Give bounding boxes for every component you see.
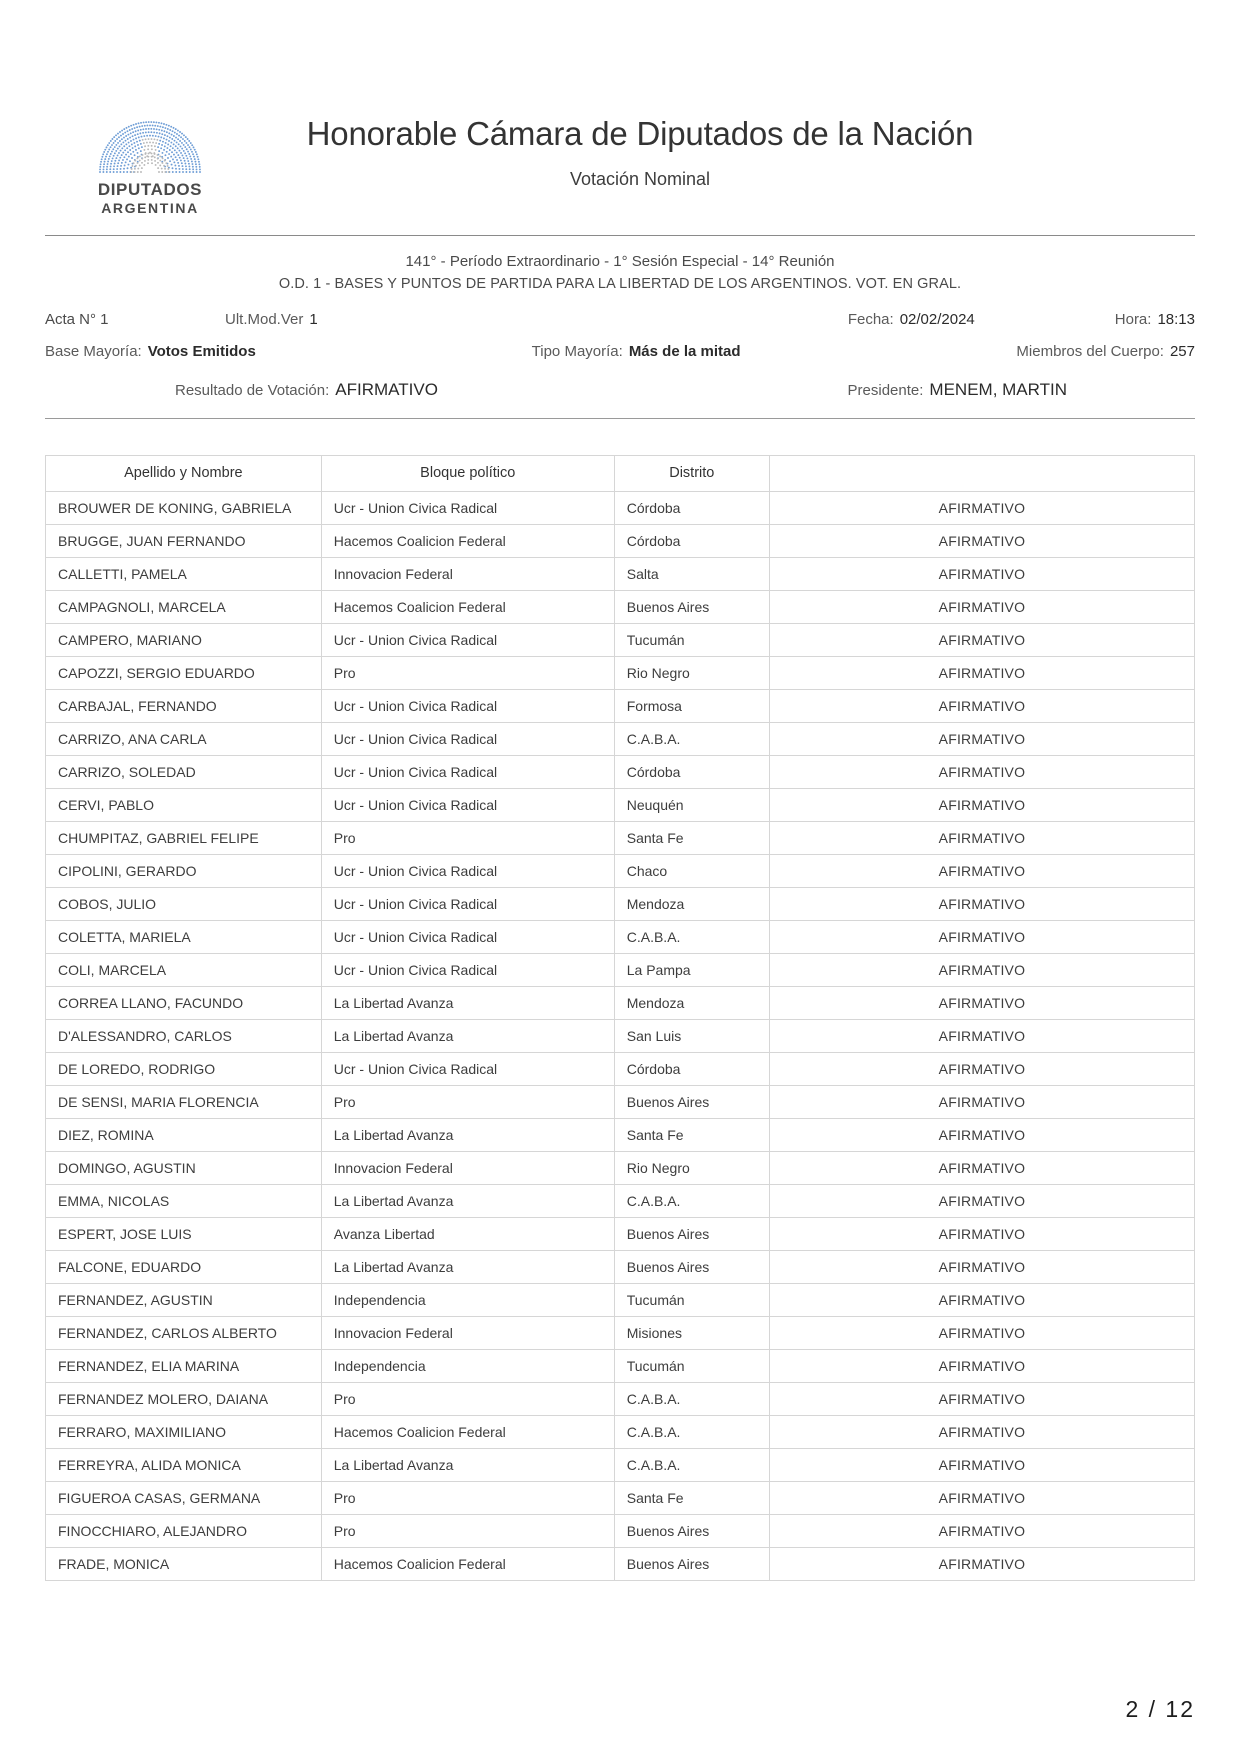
cell-name: FERNANDEZ, ELIA MARINA [46,1349,322,1382]
table-header-row [46,455,1195,491]
cell-voto: AFIRMATIVO [769,986,1194,1019]
fecha-field [848,311,1115,328]
cell-distrito: Chaco [614,854,769,887]
cell-bloque: Pro [321,1085,614,1118]
cell-name: FERNANDEZ MOLERO, DAIANA [46,1382,322,1415]
table-row [46,1184,1195,1217]
cell-voto: AFIRMATIVO [769,1349,1194,1382]
cell-voto: AFIRMATIVO [769,854,1194,887]
cell-voto: AFIRMATIVO [769,491,1194,524]
presidente-label: Presidente: [847,381,924,399]
miembros-label: Miembros del Cuerpo: [1016,342,1164,360]
cell-name: DE LOREDO, RODRIGO [46,1052,322,1085]
tipo-mayoria-label: Tipo Mayoría: [531,342,623,360]
column-header-distrito: Distrito [614,455,769,491]
cell-distrito: Córdoba [614,524,769,557]
cell-voto: AFIRMATIVO [769,1118,1194,1151]
meta-divider [45,418,1195,419]
ultmod-field [225,311,848,328]
resultado-label: Resultado de Votación: [175,381,330,399]
cell-distrito: Santa Fe [614,821,769,854]
cell-bloque: Ucr - Union Civica Radical [321,689,614,722]
table-row [46,821,1195,854]
meta-row-acta [45,311,1195,328]
table-row [46,1118,1195,1151]
fecha-value: 02/02/2024 [899,310,975,328]
diputados-logo [45,112,255,217]
cell-name: DOMINGO, AGUSTIN [46,1151,322,1184]
cell-voto: AFIRMATIVO [769,656,1194,689]
cell-distrito: C.A.B.A. [614,920,769,953]
cell-voto: AFIRMATIVO [769,557,1194,590]
cell-name: ESPERT, JOSE LUIS [46,1217,322,1250]
table-row [46,1052,1195,1085]
miembros-field [1016,343,1195,360]
cell-bloque: Independencia [321,1349,614,1382]
cell-bloque: Ucr - Union Civica Radical [321,755,614,788]
cell-distrito: Córdoba [614,491,769,524]
cell-bloque: Independencia [321,1283,614,1316]
cell-bloque: Pro [321,656,614,689]
table-row [46,524,1195,557]
cell-bloque: Ucr - Union Civica Radical [321,491,614,524]
table-row [46,656,1195,689]
cell-voto: AFIRMATIVO [769,1019,1194,1052]
cell-distrito: C.A.B.A. [614,1448,769,1481]
table-row [46,1349,1195,1382]
cell-distrito: C.A.B.A. [614,1184,769,1217]
cell-distrito: Neuquén [614,788,769,821]
cell-bloque: Hacemos Coalicion Federal [321,590,614,623]
cell-bloque: La Libertad Avanza [321,1019,614,1052]
cell-name: FALCONE, EDUARDO [46,1250,322,1283]
cell-voto: AFIRMATIVO [769,1382,1194,1415]
cell-voto: AFIRMATIVO [769,1184,1194,1217]
table-row [46,1217,1195,1250]
cell-name: CARRIZO, ANA CARLA [46,722,322,755]
cell-bloque: Pro [321,1382,614,1415]
column-header-voto [769,455,1194,491]
hora-value: 18:13 [1157,310,1195,328]
cell-bloque: La Libertad Avanza [321,986,614,1019]
cell-name: CIPOLINI, GERARDO [46,854,322,887]
presidente-field [848,380,1195,400]
table-row [46,557,1195,590]
presidente-value: MENEM, MARTIN [929,379,1067,399]
cell-name: FERNANDEZ, AGUSTIN [46,1283,322,1316]
tipo-mayoria-field [256,343,1017,360]
cell-bloque: Ucr - Union Civica Radical [321,1052,614,1085]
cell-voto: AFIRMATIVO [769,1085,1194,1118]
cell-bloque: Innovacion Federal [321,1151,614,1184]
table-row [46,1514,1195,1547]
cell-bloque: Ucr - Union Civica Radical [321,920,614,953]
cell-bloque: La Libertad Avanza [321,1118,614,1151]
cell-voto: AFIRMATIVO [769,524,1194,557]
cell-bloque: Ucr - Union Civica Radical [321,788,614,821]
cell-voto: AFIRMATIVO [769,1052,1194,1085]
cell-bloque: Hacemos Coalicion Federal [321,1415,614,1448]
cell-voto: AFIRMATIVO [769,1448,1194,1481]
cell-name: FINOCCHIARO, ALEJANDRO [46,1514,322,1547]
cell-name: CAMPAGNOLI, MARCELA [46,590,322,623]
table-row [46,689,1195,722]
cell-voto: AFIRMATIVO [769,788,1194,821]
cell-bloque: La Libertad Avanza [321,1448,614,1481]
cell-distrito: Mendoza [614,986,769,1019]
cell-voto: AFIRMATIVO [769,920,1194,953]
meta-row-mayoria [45,343,1195,360]
table-row [46,1250,1195,1283]
cell-distrito: Tucumán [614,1283,769,1316]
cell-name: BROUWER DE KONING, GABRIELA [46,491,322,524]
page-number [1125,1696,1195,1723]
cell-name: FERRARO, MAXIMILIANO [46,1415,322,1448]
cell-bloque: Ucr - Union Civica Radical [321,953,614,986]
cell-name: EMMA, NICOLAS [46,1184,322,1217]
hora-label: Hora: [1114,310,1152,328]
document-masthead [0,0,1240,217]
cell-name: COLI, MARCELA [46,953,322,986]
table-row [46,986,1195,1019]
table-row [46,1019,1195,1052]
cell-voto: AFIRMATIVO [769,953,1194,986]
ultmod-value: 1 [309,310,318,328]
cell-distrito: San Luis [614,1019,769,1052]
cell-distrito: Buenos Aires [614,1547,769,1580]
cell-bloque: Ucr - Union Civica Radical [321,854,614,887]
cell-name: CARRIZO, SOLEDAD [46,755,322,788]
cell-voto: AFIRMATIVO [769,1415,1194,1448]
cell-distrito: Misiones [614,1316,769,1349]
table-row [46,1415,1195,1448]
table-row [46,953,1195,986]
table-row [46,722,1195,755]
tipo-mayoria-value: Más de la mitad [628,342,741,360]
cell-distrito: Rio Negro [614,1151,769,1184]
table-row [46,788,1195,821]
cell-distrito: Salta [614,557,769,590]
column-header-bloque: Bloque político [321,455,614,491]
cell-distrito: Formosa [614,689,769,722]
cell-name: CHUMPITAZ, GABRIEL FELIPE [46,821,322,854]
cell-voto: AFIRMATIVO [769,755,1194,788]
cell-distrito: Buenos Aires [614,1217,769,1250]
cell-bloque: Innovacion Federal [321,1316,614,1349]
cell-distrito: Buenos Aires [614,1514,769,1547]
votes-table-wrapper [0,455,1240,1581]
page-subtitle: Votación Nominal [569,169,711,190]
meta-row-resultado [45,380,1195,400]
cell-voto: AFIRMATIVO [769,1514,1194,1547]
table-row [46,887,1195,920]
cell-distrito: Tucumán [614,623,769,656]
cell-distrito: C.A.B.A. [614,722,769,755]
cell-distrito: Santa Fe [614,1481,769,1514]
cell-bloque: La Libertad Avanza [321,1250,614,1283]
logo-subwordmark: ARGENTINA [101,200,199,217]
resultado-field [45,380,438,400]
acta-number: Acta N° 1 [45,310,109,328]
cell-name: CERVI, PABLO [46,788,322,821]
cell-name: DE SENSI, MARIA FLORENCIA [46,1085,322,1118]
order-of-day-line: O.D. 1 - BASES Y PUNTOS DE PARTIDA PARA LA LIBERTAD DE LOS ARGENTINOS. VOT. EN GRAL. [278,276,962,293]
cell-bloque: Pro [321,821,614,854]
votes-table [45,455,1195,1581]
cell-bloque: Pro [321,1481,614,1514]
cell-name: CORREA LLANO, FACUNDO [46,986,322,1019]
cell-distrito: Tucumán [614,1349,769,1382]
cell-voto: AFIRMATIVO [769,722,1194,755]
cell-bloque: Avanza Libertad [321,1217,614,1250]
cell-distrito: Córdoba [614,755,769,788]
cell-distrito: C.A.B.A. [614,1382,769,1415]
cell-distrito: C.A.B.A. [614,1415,769,1448]
hora-field [1115,311,1195,328]
cell-voto: AFIRMATIVO [769,689,1194,722]
table-row [46,491,1195,524]
cell-voto: AFIRMATIVO [769,1481,1194,1514]
table-row [46,1382,1195,1415]
cell-bloque: Hacemos Coalicion Federal [321,1547,614,1580]
cell-voto: AFIRMATIVO [769,1283,1194,1316]
votes-table-body [46,491,1195,1580]
cell-voto: AFIRMATIVO [769,887,1194,920]
cell-bloque: Ucr - Union Civica Radical [321,623,614,656]
table-row [46,1316,1195,1349]
page-total: 12 [1165,1696,1195,1722]
page-current: 2 [1125,1696,1141,1722]
cell-name: COLETTA, MARIELA [46,920,322,953]
cell-bloque: Hacemos Coalicion Federal [321,524,614,557]
cell-name: FERREYRA, ALIDA MONICA [46,1448,322,1481]
base-mayoria-value: Votos Emitidos [147,342,256,360]
meta-section [0,236,1240,400]
table-row [46,1547,1195,1580]
resultado-value: AFIRMATIVO [335,379,438,399]
title-block [255,112,1195,190]
cell-name: D'ALESSANDRO, CARLOS [46,1019,322,1052]
cell-voto: AFIRMATIVO [769,1151,1194,1184]
cell-voto: AFIRMATIVO [769,1250,1194,1283]
cell-distrito: Buenos Aires [614,1085,769,1118]
votes-table-head [46,455,1195,491]
cell-name: FIGUEROA CASAS, GERMANA [46,1481,322,1514]
cell-bloque: Ucr - Union Civica Radical [321,887,614,920]
miembros-value: 257 [1169,342,1195,360]
table-row [46,590,1195,623]
cell-bloque: Innovacion Federal [321,557,614,590]
cell-name: COBOS, JULIO [46,887,322,920]
cell-distrito: Buenos Aires [614,1250,769,1283]
cell-voto: AFIRMATIVO [769,1547,1194,1580]
table-row [46,1283,1195,1316]
cell-bloque: Pro [321,1514,614,1547]
cell-distrito: Córdoba [614,1052,769,1085]
cell-distrito: La Pampa [614,953,769,986]
table-row [46,755,1195,788]
cell-name: CAPOZZI, SERGIO EDUARDO [46,656,322,689]
ultmod-label: Ult.Mod.Ver [225,310,304,328]
cell-name: FERNANDEZ, CARLOS ALBERTO [46,1316,322,1349]
cell-name: BRUGGE, JUAN FERNANDO [46,524,322,557]
table-row [46,920,1195,953]
cell-voto: AFIRMATIVO [769,623,1194,656]
cell-voto: AFIRMATIVO [769,590,1194,623]
congress-fan-icon [96,118,204,174]
table-row [46,1448,1195,1481]
cell-distrito: Santa Fe [614,1118,769,1151]
cell-name: CARBAJAL, FERNANDO [46,689,322,722]
page-title: Honorable Cámara de Diputados de la Nación [306,115,974,152]
logo-wordmark: DIPUTADOS [97,180,203,199]
cell-bloque: Ucr - Union Civica Radical [321,722,614,755]
cell-name: CAMPERO, MARIANO [46,623,322,656]
table-row [46,623,1195,656]
fecha-label: Fecha: [847,310,894,328]
cell-name: CALLETTI, PAMELA [46,557,322,590]
table-row [46,1481,1195,1514]
cell-name: FRADE, MONICA [46,1547,322,1580]
session-info [45,236,1195,296]
table-row [46,1085,1195,1118]
cell-bloque: La Libertad Avanza [321,1184,614,1217]
cell-voto: AFIRMATIVO [769,1217,1194,1250]
base-mayoria-field [45,343,256,360]
cell-distrito: Mendoza [614,887,769,920]
cell-distrito: Buenos Aires [614,590,769,623]
table-row [46,854,1195,887]
column-header-name: Apellido y Nombre [46,455,322,491]
cell-name: DIEZ, ROMINA [46,1118,322,1151]
cell-distrito: Rio Negro [614,656,769,689]
table-row [46,1151,1195,1184]
session-line: 141° - Período Extraordinario - 1° Sesión Especial - 14° Reunión [405,252,835,270]
page-separator: / [1148,1696,1158,1722]
cell-voto: AFIRMATIVO [769,1316,1194,1349]
cell-voto: AFIRMATIVO [769,821,1194,854]
base-mayoria-label: Base Mayoría: [45,342,142,360]
